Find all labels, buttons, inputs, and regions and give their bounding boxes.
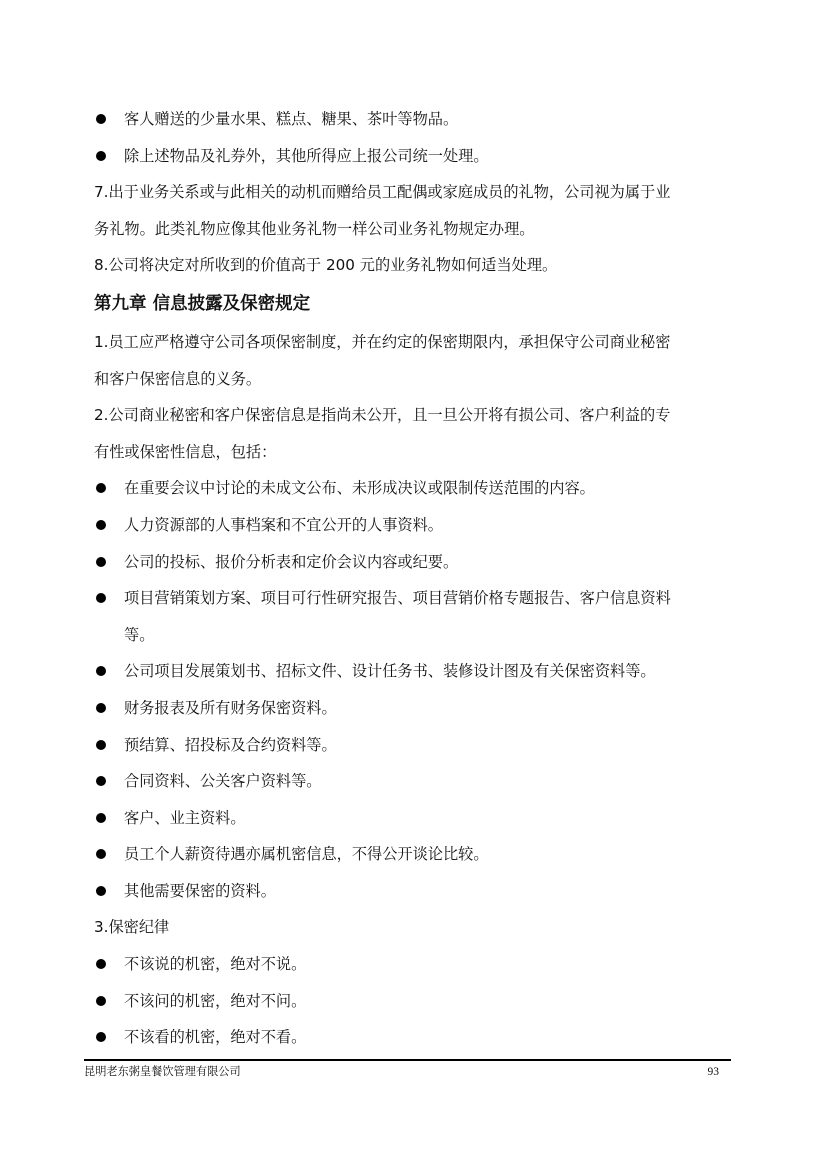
bullet-icon — [96, 959, 106, 969]
list-item — [94, 580, 734, 617]
paragraph-1-line-1: 1.员工应严格遵守公司各项保密制度，并在约定的保密期限内，承担保守公司商业秘密 — [94, 332, 671, 351]
list-item — [94, 983, 734, 1020]
list-item — [94, 836, 734, 873]
list-item-text: 不该说的机密，绝对不说。 — [124, 955, 307, 974]
paragraph-3: 3.保密纪律 — [94, 918, 170, 937]
list-item-continuation: 等。 — [124, 625, 155, 644]
list-item — [94, 690, 734, 727]
bullet-icon — [96, 740, 106, 750]
list-item — [94, 544, 734, 581]
paragraph-8: 8.公司将决定对所收到的价值高于 200 元的业务礼物如何适当处理。 — [94, 256, 558, 275]
bullet-icon — [96, 703, 106, 713]
list-item-text: 合同资料、公关客户资料等。 — [124, 772, 322, 791]
bullet-icon — [96, 1032, 106, 1042]
list-item-text: 在重要会议中讨论的未成文公布、未形成决议或限制传送范围的内容。 — [124, 479, 595, 498]
footer-company: 昆明老东粥皇餐饮管理有限公司 — [84, 1065, 241, 1078]
list-item-text: 预结算、招投标及合约资料等。 — [124, 735, 337, 754]
list-item — [94, 138, 734, 175]
paragraph-2-line-2: 有性或保密性信息，包括： — [94, 442, 277, 461]
list-item — [94, 507, 734, 544]
list-item — [94, 873, 734, 910]
list-item-text: 不该看的机密，绝对不看。 — [124, 1028, 307, 1047]
paragraph-2-line-1: 2.公司商业秘密和客户保密信息是指尚未公开，且一旦公开将有损公司、客户利益的专 — [94, 406, 671, 425]
list-item — [94, 101, 734, 138]
page-number: 93 — [707, 1066, 719, 1078]
bullet-icon — [96, 114, 106, 124]
list-item — [94, 1019, 734, 1056]
list-item-text: 不该问的机密，绝对不问。 — [124, 991, 307, 1010]
list-item — [94, 763, 734, 800]
list-item-text: 公司项目发展策划书、招标文件、设计任务书、装修设计图及有关保密资料等。 — [124, 662, 656, 681]
list-item — [94, 653, 734, 690]
bullet-icon — [96, 776, 106, 786]
page-body — [94, 101, 734, 1056]
list-item-text: 除上述物品及礼券外，其他所得应上报公司统一处理。 — [124, 146, 489, 165]
bullet-icon — [96, 813, 106, 823]
list-item-text: 客户、业主资料。 — [124, 808, 246, 827]
paragraph-1-line-2: 和客户保密信息的义务。 — [94, 369, 262, 388]
bullet-icon — [96, 996, 106, 1006]
list-item-text: 项目营销策划方案、项目可行性研究报告、项目营销价格专题报告、客户信息资料 — [124, 589, 671, 608]
list-item-text: 人力资源部的人事档案和不宜公开的人事资料。 — [124, 515, 443, 534]
list-item-text: 客人赠送的少量水果、糕点、糖果、茶叶等物品。 — [124, 110, 459, 128]
bullet-icon — [96, 666, 106, 676]
list-item-text: 财务报表及所有财务保密资料。 — [124, 698, 337, 717]
list-item — [94, 727, 734, 764]
bullet-icon — [96, 593, 106, 603]
list-item-text: 公司的投标、报价分析表和定价会议内容或纪要。 — [124, 552, 459, 571]
list-item — [94, 946, 734, 983]
bullet-icon — [96, 520, 106, 530]
paragraph-7-line-1: 7.出于业务关系或与此相关的动机而赠给员工配偶或家庭成员的礼物，公司视为属于业 — [94, 183, 671, 202]
list-item — [94, 470, 734, 507]
list-item-text: 其他需要保密的资料。 — [124, 881, 276, 900]
paragraph-7-line-2: 务礼物。此类礼物应像其他业务礼物一样公司业务礼物规定办理。 — [94, 219, 535, 238]
footer-divider — [84, 1059, 731, 1061]
chapter-heading: 第九章 信息披露及保密规定 — [94, 293, 311, 314]
bullet-icon — [96, 151, 106, 161]
list-item — [94, 800, 734, 837]
bullet-icon — [96, 557, 106, 567]
bullet-icon — [96, 849, 106, 859]
bullet-icon — [96, 886, 106, 896]
list-item-text: 员工个人薪资待遇亦属机密信息，不得公开谈论比较。 — [124, 845, 489, 864]
bullet-icon — [96, 483, 106, 493]
